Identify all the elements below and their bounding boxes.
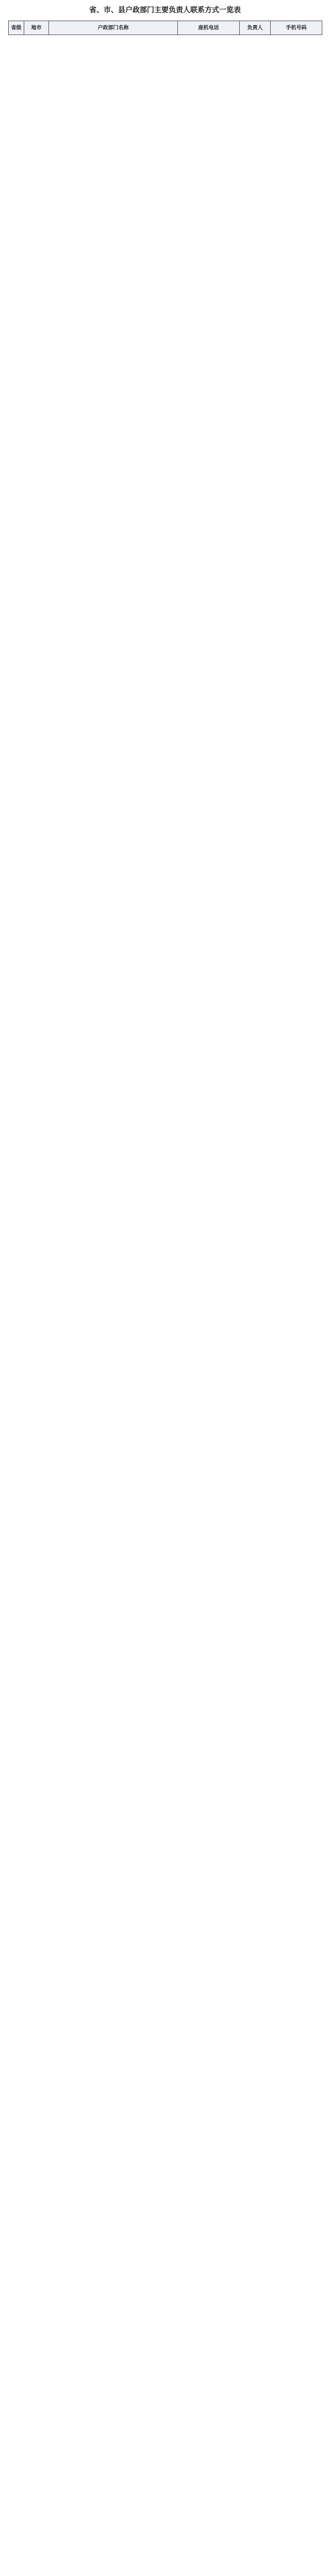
header-department: 户政部门名称 [49,21,178,35]
header-person: 负责人 [240,21,271,35]
table-header [9,21,322,35]
header-row [9,21,322,35]
header-city: 地市 [24,21,49,35]
contact-directory-table [8,21,322,35]
header-province: 省级 [9,21,24,35]
header-phone: 座机电话 [178,21,240,35]
document-title: 省、市、县户政部门主要负责人联系方式一览表 [89,6,241,14]
header-mobile: 手机号码 [271,21,322,35]
